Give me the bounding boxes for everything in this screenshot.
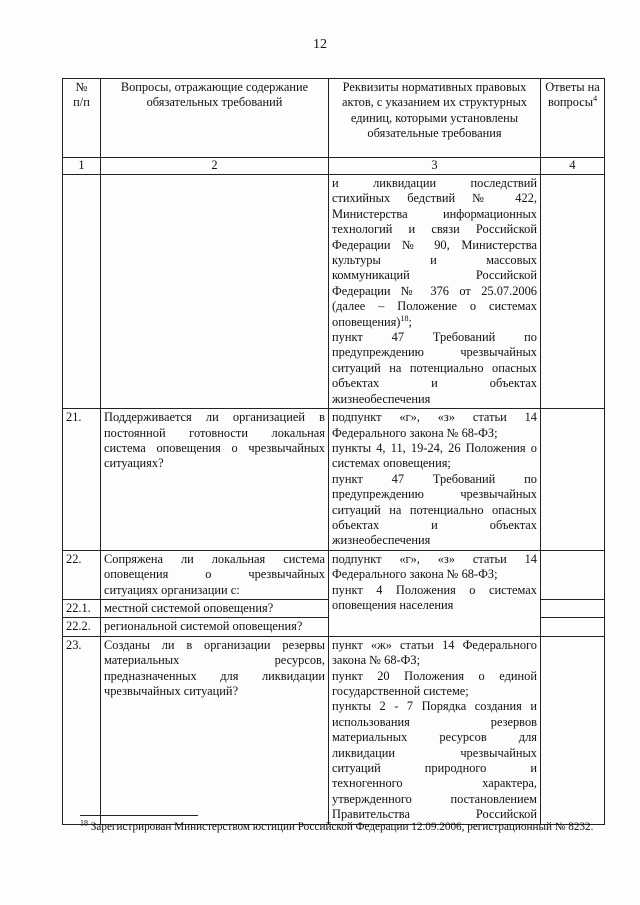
row-number: 21. xyxy=(63,409,101,551)
footnote-separator xyxy=(80,815,198,816)
footnote-ref: 18 xyxy=(400,313,409,323)
row-number: 23. xyxy=(63,636,101,824)
header-number: № п/п xyxy=(63,79,101,158)
row-references: подпункт «г», «з» статьи 14 Федерального закона № 68-ФЗ; пункты 4, 11, 19-24, 26 Положения о системах оповещения; пункт 47 Требований по предупреждению чрезвычайных ситуаций на потенциально опасных объектах и объектах жизнеобеспечения xyxy=(329,409,541,551)
row-question: региональной системой оповещения? xyxy=(101,618,329,636)
footnote: $^{18}$ Зарегистрирован Министерством юстиции Российской Федерации 12.09.2006, регистрационный № 8232. xyxy=(80,818,594,833)
header-answers: Ответы на вопросы$^4$ xyxy=(541,79,605,158)
column-number: 1 xyxy=(63,158,101,175)
row-answer[interactable] xyxy=(541,599,605,617)
row-answer[interactable] xyxy=(541,636,605,824)
row-number: 22. xyxy=(63,550,101,599)
table-row-21 xyxy=(63,409,605,551)
footnote-mark: 18 xyxy=(80,818,88,828)
header-questions: Вопросы, отражающие содержание обязательных требований xyxy=(101,79,329,158)
row-references: пункт «ж» статьи 14 Федерального закона № 68-ФЗ; пункт 20 Положения о единой государственной системе; пункты 2 - 7 Порядка создания и использования резервов материальных ресурсов для ликвидации чрезвычайных ситуаций природного и техногенного характера, утвержденного постановлением Правительства Российской xyxy=(329,636,541,824)
page-number: 12 xyxy=(313,37,327,52)
row-answer[interactable] xyxy=(541,409,605,551)
table-row-22 xyxy=(63,550,605,599)
table-header-row xyxy=(63,79,605,158)
column-number: 2 xyxy=(101,158,329,175)
row-number: 22.1. xyxy=(63,599,101,617)
column-number: 3 xyxy=(329,158,541,175)
continuation-refs: и ликвидации последствий стихийных бедствий № 422, Министерства информационных технологий и связи Российской Федерации № 90, Министерства культуры и массовых коммуникаций Российской Федерации № 376 от 25.07.2006 (далее – Положение о системах оповещения)$^{18}$; пункт 47 Требований по предупреждению чрезвычайных ситуаций на потенциально опасных объектах и объектах жизнеобеспечения xyxy=(329,175,541,409)
row-question: Созданы ли в организации резервы материальных ресурсов, предназначенных для ликвидации чрезвычайных ситуаций? xyxy=(101,636,329,824)
row-question: местной системой оповещения? xyxy=(101,599,329,617)
row-answer[interactable] xyxy=(541,618,605,636)
row-number: 22.2. xyxy=(63,618,101,636)
row-answer[interactable] xyxy=(541,550,605,599)
row-question: Поддерживается ли организацией в постоянной готовности локальная система оповещения о чрезвычайных ситуациях? xyxy=(101,409,329,551)
row-references: подпункт «г», «з» статьи 14 Федерального закона № 68-ФЗ; пункт 4 Положения о системах оповещения населения xyxy=(329,550,541,636)
continuation-row xyxy=(63,175,605,409)
table-row-23 xyxy=(63,636,605,824)
row-question: Сопряжена ли локальная система оповещения о чрезвычайных ситуациях организации с: xyxy=(101,550,329,599)
header-references: Реквизиты нормативных правовых актов, с указанием их структурных единиц, которыми установлены обязательные требования xyxy=(329,79,541,158)
column-number-row xyxy=(63,158,605,175)
column-number: 4 xyxy=(541,158,605,175)
